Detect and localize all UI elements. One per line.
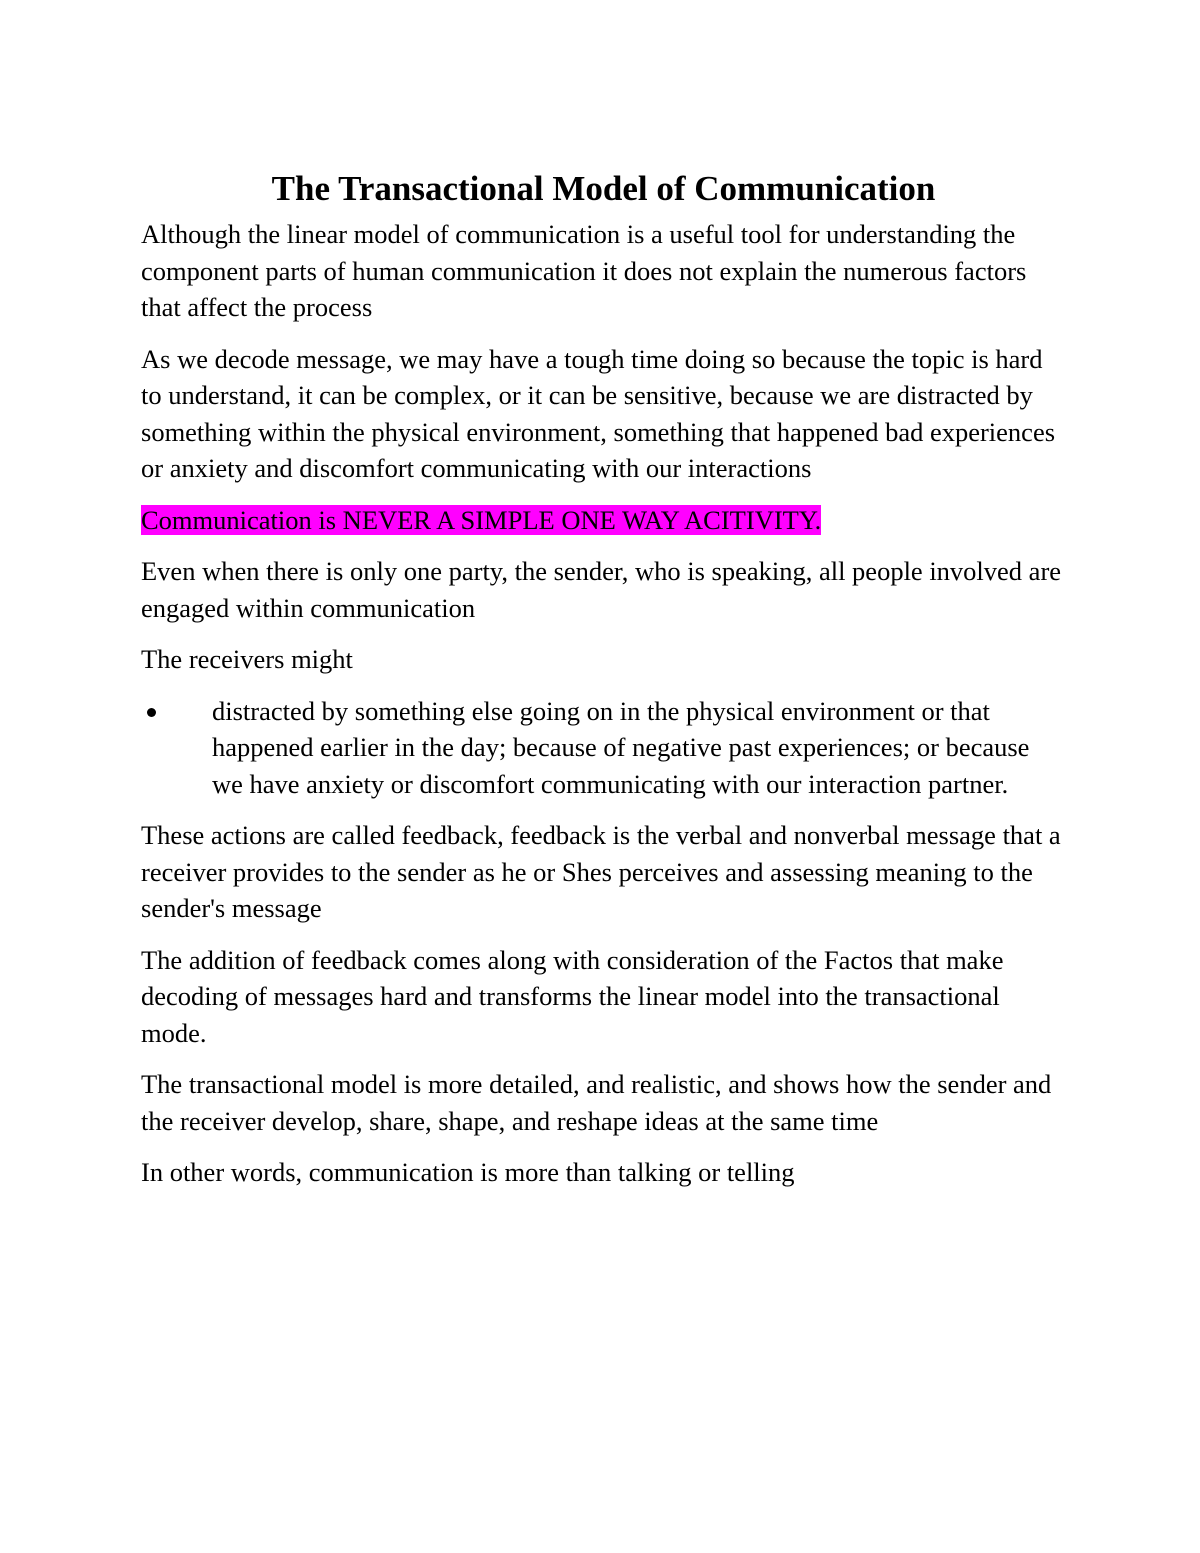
paragraph-conclusion: In other words, communication is more than talking or telling <box>141 1157 795 1187</box>
bullet-item <box>141 693 1066 803</box>
paragraph-linear-model: Although the linear model of communication is a useful tool for understanding the component parts of human communication it does not explain the numerous factors that affect the process <box>141 219 1027 322</box>
paragraph-feedback: These actions are called feedback, feedback is the verbal and nonverbal message that a receiver provides to the sender as he or Shes perceives and assessing meaning to the sender's message <box>141 820 1061 923</box>
paragraph-addition-of-feedback: The addition of feedback comes along with consideration of the Factos that make decoding of messages hard and transforms the linear model into the transactional mode. <box>141 944 1004 1048</box>
paragraph-decoding: As we decode message, we may have a tough time doing so because the topic is hard to understand, it can be complex, or it can be sensitive, because we are distracted by something within the physical environment, something that happened bad experiences or anxiety and discomfort communicating with our interactions <box>141 343 1056 483</box>
paragraph-receivers: The receivers might <box>141 644 353 674</box>
paragraph-one-party: Even when there is only one party, the sender, who is speaking, all people involved are engaged within communication <box>141 556 1062 623</box>
document-page <box>141 168 1066 1206</box>
paragraph-transactional-model: The transactional model is more detailed, and realistic, and shows how the sender and the receiver develop, share, shape, and reshape ideas at the same time <box>141 1069 1052 1136</box>
highlighted-statement-paragraph <box>141 502 1066 539</box>
highlighted-statement: Communication is NEVER A SIMPLE ONE WAY ACITIVITY. <box>141 504 822 535</box>
bullet-list <box>141 693 1066 803</box>
bullet-dot-icon <box>147 708 156 717</box>
document-title: The Transactional Model of Communication <box>271 169 936 208</box>
bullet-item-text: distracted by something else going on in the physical environment or that happened earlier in the day; because of negative past experiences; or because we have anxiety or discomfort communicating with our interaction partner. <box>212 695 1030 799</box>
